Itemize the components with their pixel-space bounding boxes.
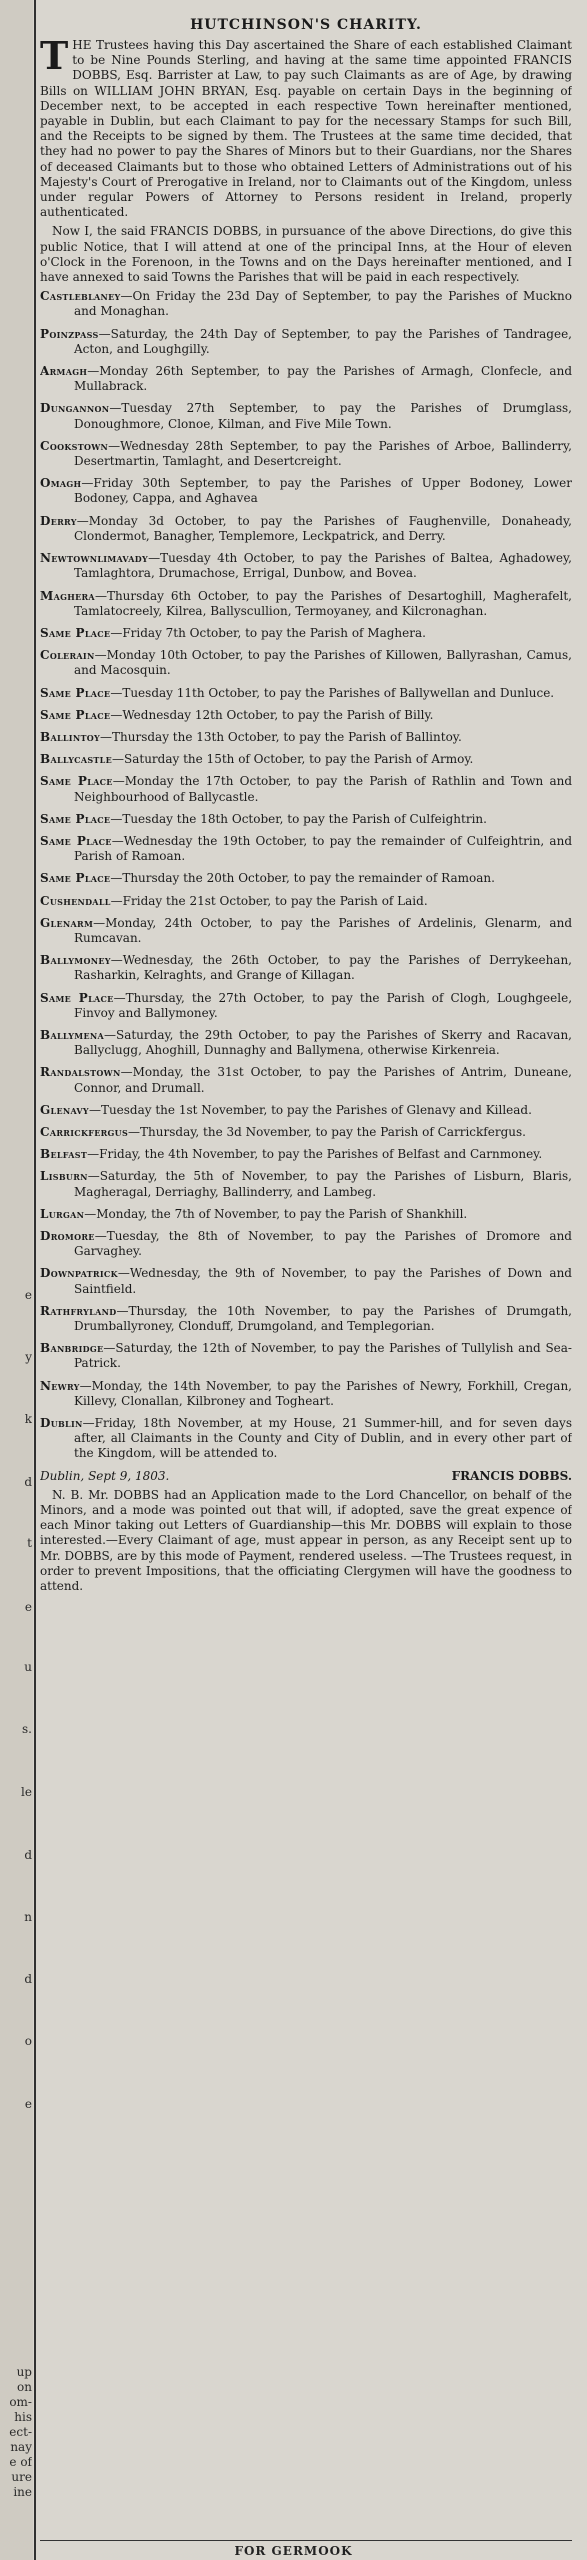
margin-fragment: d — [24, 1972, 32, 1986]
schedule-details: —Monday, the 7th of November, to pay the Parish of Shankhill. — [84, 1206, 468, 1221]
schedule-entry — [40, 1125, 572, 1140]
margin-fragment: his — [14, 2410, 32, 2424]
schedule-entry — [40, 1304, 572, 1334]
margin-fragment: ect- — [9, 2425, 32, 2439]
margin-fragment: nay — [10, 2440, 32, 2454]
schedule-place: Cushendall — [40, 893, 111, 908]
schedule-entry — [40, 834, 572, 864]
schedule-place: Glenavy — [40, 1102, 89, 1117]
drop-cap: T — [40, 33, 69, 78]
schedule-place: Ballycastle — [40, 752, 112, 767]
intro-text: HE Trustees having this Day ascertained the Share of each established Claimant to be Nine Pounds Sterling, and having at the same time appointed FRANCIS DOBBS, Esq. Barrister at Law, to pay such Claimants as are of Age, by drawing Bills on WILLIAM JOHN BRYAN, Esq. payable on certain Days in the beginning of December next, to be accepted in each respective Town hereinafter mentioned, payable in Dublin, but each Claimant to pay for the necessary Stamps for such Bill, and the Receipts to be signed by them. The Trustees at the same time decided, that they had no power to pay the Shares of Minors but to their Guardians, nor the Shares of deceased Claimants but to those who obtained Letters of Administrations out of his Majesty's Court of Prerogative in Ireland, nor to Claimants out of the Kingdom, unless under regular Powers of Attorney to Persons resident in Ireland, properly authenticated. — [40, 38, 572, 220]
schedule-place: Carrickfergus — [40, 1124, 129, 1139]
schedule-place: Same Place — [40, 833, 112, 848]
schedule-details: —Thursday, the 27th October, to pay the Parish of Clogh, Loughgeele, Finvoy and Ballymoney. — [74, 990, 572, 1020]
margin-fragment: d — [24, 1475, 32, 1489]
margin-fragment: up — [16, 2365, 32, 2379]
schedule-entry — [40, 752, 572, 767]
schedule-details: —Thursday, the 3d November, to pay the Parish of Carrickfergus. — [128, 1124, 526, 1139]
schedule-place: Newry — [40, 1378, 80, 1393]
schedule-place: Poinzpass — [40, 326, 99, 341]
schedule-details: —Monday 26th September, to pay the Parishes of Armagh, Clonfecle, and Mullabrack. — [74, 364, 572, 394]
schedule-details: —Saturday the 15th of October, to pay the Parish of Armoy. — [112, 752, 474, 767]
schedule-place: Randalstown — [40, 1065, 121, 1080]
schedule-details: —Wednesday 28th September, to pay the Parishes of Arboe, Ballinderry, Desertmartin, Tamlaght, and Desertcreight. — [74, 438, 572, 469]
schedule-entry — [40, 1207, 572, 1222]
schedule-details: —Tuesday 4th October, to pay the Parishes of Baltea, Aghadowey, Tamlaghtora, Drumachose, Errigal, Dunbow, and Bovea. — [74, 551, 572, 581]
schedule-details: —Monday, the 14th November, to pay the Parishes of Newry, Forkhill, Cregan, Killevy, Clonallan, Kilbroney and Togheart. — [74, 1378, 572, 1408]
schedule-details: —Friday the 21st October, to pay the Parish of Laid. — [110, 893, 428, 908]
schedule-place: Dungannon — [40, 401, 110, 416]
schedule-details: —Monday the 17th October, to pay the Parish of Rathlin and Town and Neighbourhood of Ballycastle. — [74, 774, 572, 804]
schedule-details: —Wednesday the 19th October, to pay the remainder of Culfeightrin, and Parish of Ramoan. — [74, 833, 572, 864]
schedule-place: Omagh — [40, 476, 82, 491]
schedule-entry — [40, 401, 572, 431]
schedule-details: —Tuesday the 18th October, to pay the Parish of Culfeightrin. — [110, 811, 487, 826]
schedule-entry — [40, 1229, 572, 1259]
schedule-place: Same Place — [40, 871, 111, 886]
schedule-place: Same Place — [40, 774, 113, 789]
margin-fragment: on — [17, 2380, 32, 2394]
schedule-place: Newtownlimavady — [40, 551, 149, 566]
schedule-details: —Saturday, the 29th October, to pay the Parishes of Skerry and Racavan, Ballyclugg, Ahoghill, Dunnaghy and Ballymena, otherwise Kirkenreia. — [74, 1027, 572, 1058]
margin-fragment: o — [24, 2034, 32, 2048]
margin-fragment: s. — [22, 1722, 32, 1736]
schedule-details: —Monday 10th October, to pay the Parishes of Killowen, Ballyrashan, Camus, and Macosquin. — [74, 648, 572, 678]
schedule-details: —Saturday, the 24th Day of September, to pay the Parishes of Tandragee, Acton, and Loughgilly. — [74, 326, 572, 356]
schedule-entry — [40, 589, 572, 619]
margin-fragment: e of — [9, 2455, 32, 2469]
schedule-list — [40, 289, 572, 1461]
column-rule — [34, 0, 36, 2560]
schedule-place: Ballintoy — [40, 729, 100, 744]
schedule-details: —Thursday the 20th October, to pay the remainder of Ramoan. — [110, 871, 495, 886]
schedule-entry — [40, 1065, 572, 1095]
schedule-entry — [40, 686, 572, 701]
notice-paragraph: Now I, the said FRANCIS DOBBS, in pursuance of the above Directions, do give this public Notice, that I will attend at one of the principal Inns, at the Hour of eleven o'Clock in the Forenoon, in the Towns and on the Days hereinafter mentioned, and I have annexed to said Towns the Parishes that will be paid in each respectively. — [40, 224, 572, 285]
dateline: Dublin, Sept 9, 1803. — [40, 1468, 170, 1483]
schedule-place: Same Place — [40, 625, 111, 640]
schedule-entry — [40, 327, 572, 357]
schedule-place: Lurgan — [40, 1206, 85, 1221]
schedule-place: Colerain — [40, 648, 95, 663]
margin-fragment: e — [24, 1600, 32, 1614]
signoff — [40, 1469, 572, 1484]
schedule-place: Belfast — [40, 1147, 88, 1162]
schedule-place: Banbridge — [40, 1341, 104, 1356]
schedule-entry — [40, 1416, 572, 1462]
schedule-place: Ballymoney — [40, 953, 111, 968]
margin-fragment: n — [24, 1910, 32, 1924]
schedule-place: Same Place — [40, 811, 111, 826]
schedule-place: Maghera — [40, 588, 95, 603]
schedule-entry — [40, 289, 572, 319]
margin-fragment: d — [24, 1848, 32, 1862]
schedule-details: —Wednesday, the 26th October, to pay the Parishes of Derrykeehan, Rasharkin, Kelraghts, and Grange of Killagan. — [74, 953, 572, 983]
margin-fragment: e — [24, 1288, 32, 1302]
schedule-place: Derry — [40, 513, 77, 528]
schedule-entry — [40, 953, 572, 983]
schedule-entry — [40, 871, 572, 886]
schedule-place: Glenarm — [40, 915, 94, 930]
schedule-details: —Thursday 6th October, to pay the Parishes of Desartoghill, Magherafelt, Tamlatocreely, Kilrea, Ballyscullion, Termoyaney, and Kilcronaghan. — [74, 588, 572, 618]
schedule-details: —Friday 7th October, to pay the Parish of Maghera. — [110, 625, 426, 640]
signature-name: FRANCIS DOBBS. — [451, 1468, 572, 1483]
schedule-details: —Monday, the 31st October, to pay the Parishes of Antrim, Duneane, Connor, and Drumall. — [74, 1065, 572, 1095]
intro-paragraph — [40, 33, 572, 220]
schedule-place: Cookstown — [40, 438, 109, 453]
schedule-entry — [40, 991, 572, 1021]
schedule-place: Same Place — [40, 685, 111, 700]
schedule-entry — [40, 894, 572, 909]
schedule-entry — [40, 1169, 572, 1199]
schedule-place: Castleblaney — [40, 289, 121, 304]
schedule-place: Same Place — [40, 990, 114, 1005]
schedule-place: Rathfryland — [40, 1303, 117, 1318]
schedule-entry — [40, 730, 572, 745]
schedule-details: —Wednesday, the 9th of November, to pay the Parishes of Down and Saintfield. — [74, 1266, 572, 1296]
schedule-place: Lisburn — [40, 1169, 88, 1184]
margin-fragment: om- — [9, 2395, 32, 2409]
footer-rule — [40, 2540, 572, 2541]
margin-fragment: y — [25, 1350, 32, 1364]
margin-fragment: ure — [11, 2470, 32, 2484]
schedule-entry — [40, 514, 572, 544]
schedule-entry — [40, 1147, 572, 1162]
schedule-place: Armagh — [40, 364, 88, 379]
adjacent-column-margin — [0, 0, 33, 2560]
margin-fragment: ine — [13, 2485, 32, 2499]
schedule-details: —Tuesday 27th September, to pay the Parishes of Drumglass, Donoughmore, Clonoe, Kilman, and Five Mile Town. — [74, 401, 572, 431]
schedule-place: Ballymena — [40, 1027, 104, 1042]
schedule-entry — [40, 1341, 572, 1371]
schedule-entry — [40, 1379, 572, 1409]
schedule-entry — [40, 1103, 572, 1118]
schedule-details: —Saturday, the 5th of November, to pay the Parishes of Lisburn, Blaris, Magheragal, Derriaghy, Ballinderry, and Lambeg. — [74, 1169, 572, 1199]
schedule-details: —On Friday the 23d Day of September, to pay the Parishes of Muckno and Monaghan. — [74, 289, 572, 319]
margin-fragment: k — [24, 1412, 32, 1426]
schedule-details: —Saturday, the 12th of November, to pay the Parishes of Tullylish and Sea-Patrick. — [74, 1341, 572, 1371]
schedule-entry — [40, 708, 572, 723]
schedule-details: —Thursday, the 10th November, to pay the Parishes of Drumgath, Drumballyroney, Clonduff, Drumgoland, and Templegorian. — [74, 1303, 572, 1334]
margin-fragment: t — [27, 1536, 32, 1550]
schedule-details: —Friday, 18th November, at my House, 21 Summer-hill, and for seven days after, all Claimants in the County and City of Dublin, and in every other part of the Kingdom, will be attended to. — [74, 1416, 572, 1461]
schedule-entry — [40, 648, 572, 678]
margin-fragment: e — [24, 2097, 32, 2111]
schedule-entry — [40, 1028, 572, 1058]
schedule-place: Dromore — [40, 1229, 95, 1243]
schedule-details: —Monday, 24th October, to pay the Parishes of Ardelinis, Glenarm, and Rumcavan. — [74, 915, 572, 945]
schedule-details: —Wednesday 12th October, to pay the Parish of Billy. — [110, 707, 434, 722]
schedule-entry — [40, 916, 572, 946]
postscript-paragraph: N. B. Mr. DOBBS had an Application made to the Lord Chancellor, on behalf of the Minors, and a mode was pointed out that will, if adopted, save the great expence of each Minor taking out Letters of Guardianship—this Mr. DOBBS will explain to those interested.—Every Claimant of age, must appear in person, as any Receipt sent up to Mr. DOBBS, are by this mode of Payment, rendered useless. —The Trustees request, in order to prevent Impositions, that the officiating Clergymen will have the goodness to attend. — [40, 1487, 572, 1594]
schedule-details: —Friday, the 4th November, to pay the Parishes of Belfast and Carnmoney. — [87, 1147, 543, 1162]
schedule-place: Dublin — [40, 1416, 83, 1431]
schedule-entry — [40, 1266, 572, 1296]
schedule-entry — [40, 551, 572, 581]
next-article-heading: FOR GERMOOK — [234, 2544, 353, 2558]
article-headline: HUTCHINSON'S CHARITY. — [190, 17, 422, 33]
schedule-entry — [40, 364, 572, 394]
schedule-details: —Thursday the 13th October, to pay the Parish of Ballintoy. — [100, 729, 462, 744]
schedule-details: —Tuesday 11th October, to pay the Parishes of Ballywellan and Dunluce. — [110, 685, 555, 700]
schedule-entry — [40, 626, 572, 641]
schedule-entry — [40, 439, 572, 469]
schedule-details: —Monday 3d October, to pay the Parishes of Faughenville, Donaheady, Clondermot, Banagher, Templemore, Leckpatrick, and Derry. — [74, 513, 572, 543]
schedule-entry — [40, 812, 572, 827]
schedule-place: Downpatrick — [40, 1266, 118, 1281]
schedule-entry — [40, 774, 572, 804]
margin-fragment: le — [21, 1785, 32, 1799]
schedule-details: —Tuesday the 1st November, to pay the Parishes of Glenavy and Killead. — [88, 1102, 532, 1117]
schedule-place: Same Place — [40, 707, 111, 722]
schedule-details: —Tuesday, the 8th of November, to pay the Parishes of Dromore and Garvaghey. — [74, 1229, 572, 1259]
article-column — [40, 16, 572, 2536]
schedule-details: —Friday 30th September, to pay the Parishes of Upper Bodoney, Lower Bodoney, Cappa, and Aghavea — [74, 476, 572, 506]
schedule-entry — [40, 476, 572, 506]
margin-fragment: u — [24, 1660, 32, 1674]
